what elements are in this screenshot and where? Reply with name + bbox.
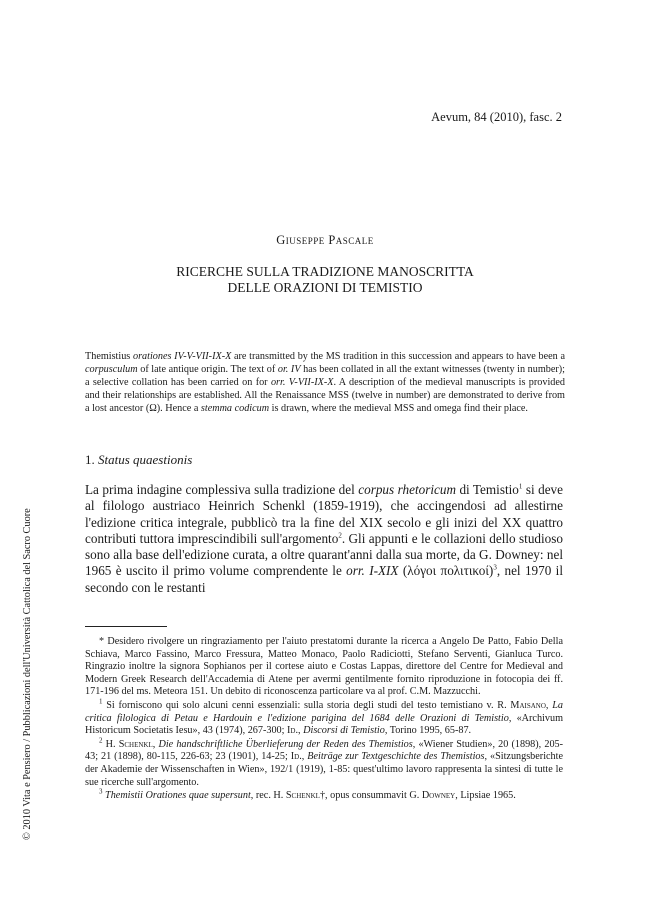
footnote-text: Schenkl — [285, 790, 320, 802]
footnote-text: , Torino 1995, 65-87. — [384, 725, 472, 737]
footnote-text: , «Archivum Historicum Societatis Iesu», 43 (1974), 267-300; — [85, 712, 563, 737]
author-name: Giuseppe Pascale — [276, 233, 374, 247]
footnote-text: , — [301, 751, 308, 763]
footnote-text: , «Wiener Studien», 20 (1898), 205-43; 21 (1898), 80-115, 226-63; 23 (1901), 14-25; — [85, 738, 564, 763]
body-text: (λόγοι πολιτικοί) — [398, 563, 494, 579]
footnote-text: Downey — [421, 790, 456, 802]
title-line-2: DELLE ORAZIONI DI TEMISTIO — [227, 280, 423, 295]
footnote-text: La critica filologica di Petau e Hardouin e l'edizione parigina del 1684 delle Orazioni di Temistio — [85, 699, 563, 724]
body-text: orr. I-XIX — [346, 563, 399, 579]
section-title: Status quaestionis — [98, 452, 193, 467]
abstract-text: . A description of the medieval manuscripts is provided and their relationships are established. All the Renaissance MSS (twelve in number) are demonstrated to derive from a lost ancestor (Ω). Hence a — [85, 377, 565, 414]
abstract-text: is drawn, where the medieval MSS and omega find their place. — [269, 403, 528, 414]
footnote-divider — [85, 626, 167, 627]
footnote-number: 1 — [99, 697, 103, 706]
footnote-ref[interactable]: 3 — [493, 564, 497, 573]
footnote-text: , — [152, 738, 159, 750]
title-line-1: RICERCHE SULLA TRADIZIONE MANOSCRITTA — [176, 264, 474, 279]
footnote-text: , Lipsiae 1965. — [455, 790, 516, 802]
footnote-number: 3 — [99, 787, 103, 796]
footnote-text: Maisano — [510, 699, 546, 711]
footnote-text: Id. — [287, 725, 299, 737]
abstract-text: has been collated in all the extant witnesses (twenty in number); a selective collation has been carried on for — [85, 364, 565, 388]
footnote-text: , rec. H. — [250, 790, 286, 802]
section-number: 1. — [85, 452, 95, 467]
footnote-ref[interactable]: 1 — [518, 482, 523, 491]
body-text: . Gli appunti e le collazioni dello studioso sono alla base dell'edizione curata, a oltre quarant'anni dalla sua morte, da G. Downey: nel 1965 è uscito il primo volume comprendente le — [85, 530, 563, 579]
copyright-sidebar: © 2010 Vita e Pensiero / Pubblicazioni dell'Università Cattolica del Sacro Cuore — [22, 508, 33, 840]
footnote-text: , — [298, 725, 304, 737]
footnote-text: Schenkl — [118, 738, 153, 750]
body-text: di Temistio — [455, 482, 519, 497]
abstract-text: or. IV — [277, 364, 301, 375]
footnote-text: †, opus consummavit G. — [319, 790, 422, 802]
body-text: corpus rhetoricum — [358, 482, 456, 497]
section-heading — [85, 452, 192, 468]
journal-header: Aevum, 84 (2010), fasc. 2 — [431, 110, 562, 124]
footnote-text: Themistii Orationes quae supersunt — [105, 790, 251, 802]
footnote-text: , «Sitzungsberichte der Akademie der Wissenschaften in Wien», 192/1 (1919), 1-85: quest'ultimo lavoro rappresenta la sintesi di tutte le sue ricerche sull'argomento. — [85, 751, 563, 788]
footnote-2 — [85, 736, 564, 789]
abstract-text: corpusculum — [85, 364, 138, 375]
article-title — [0, 264, 650, 296]
footnote-text: Beiträge zur Textgeschichte des Themistios — [307, 751, 485, 763]
footnote-1 — [85, 697, 563, 738]
footnote-text: H. — [102, 738, 119, 750]
body-text: , nel 1970 il secondo con le restanti — [85, 563, 563, 595]
abstract-text: are transmitted by the MS tradition in this succession and appears to have been a — [231, 351, 565, 362]
footnotes — [85, 636, 563, 804]
footnote-text: Die handschriftliche Überlieferung der Reden des Themistios — [158, 738, 413, 750]
footnote-ref[interactable]: 2 — [338, 531, 342, 540]
abstract-text: of late antique origin. The text of — [137, 364, 278, 375]
abstract-text: stemma codicum — [200, 403, 270, 414]
body-text: si deve al filologo austriaco Heinrich Schenkl (1859-1919), che accingendosi ad allestirne l'edizione critica integrale, pubblicò tra la fine del XIX secolo e gli inizi del XX quattro contributi tuttora imprescindibili sull'argomento — [85, 482, 564, 546]
abstract-text: orr. V-VII-IX-X — [270, 377, 334, 388]
abstract-text: Themistius — [85, 351, 133, 362]
footnote-text: Si forniscono qui solo alcuni cenni essenziali: sulla storia degli studi del testo temistiano v. R. — [102, 699, 511, 711]
footnote-text: Discorsi di Temistio — [303, 725, 385, 737]
footnote-text: Id. — [290, 751, 302, 763]
body-text: La prima indagine complessiva sulla tradizione del — [85, 482, 359, 497]
footnote-3 — [85, 787, 563, 803]
footnote-number: 2 — [99, 736, 103, 745]
footnote-text: , — [545, 699, 553, 711]
abstract-text: orationes IV-V-VII-IX-X — [132, 351, 232, 362]
body-paragraph — [85, 482, 563, 596]
footnote-star: * Desidero rivolgere un ringraziamento per l'aiuto prestatomi durante la ricerca a Angelo De Patto, Fabio Della Schiava, Marco Fassino, Marco Fressura, Matteo Monaco, Paolo Radiciotti, Stefano Serventi, Gianluca Turco. Ringrazio inoltre la signora Sophianos per il cortese aiuto e Costas Lappas, direttore del Centre for Medieval and Modern Greek Research dell'Accademia di Atene per avermi gentilmente fornito riproduzione in fotocopia dei ff. 171-196 del ms. Meteora 151. Un debito di riconoscenza particolare va al prof. C.M. Mazzucchi. — [85, 636, 563, 698]
abstract — [85, 350, 565, 415]
